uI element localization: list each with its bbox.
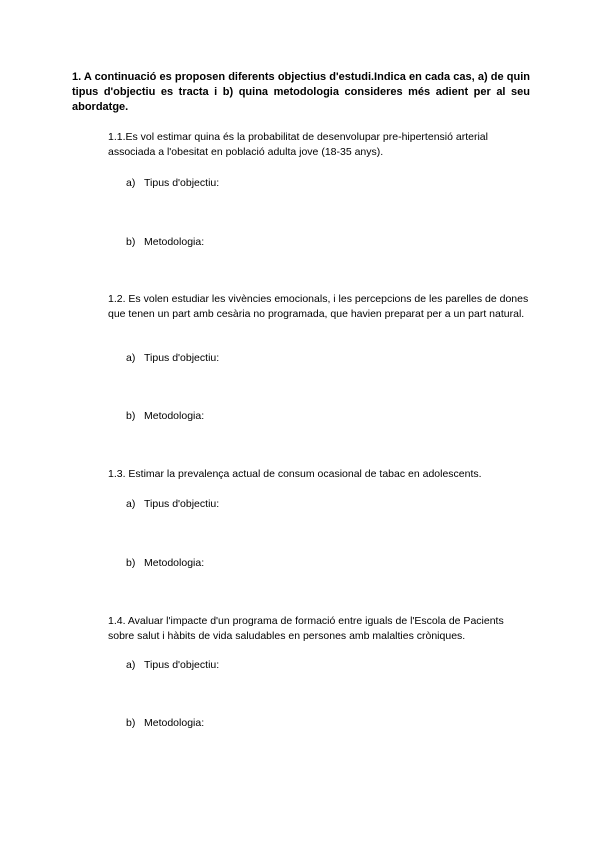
objective-type-label: Tipus d'objectiu: <box>144 498 220 510</box>
part-b-marker: b) <box>126 557 136 569</box>
objective-type-label: Tipus d'objectiu: <box>144 352 220 364</box>
question-3-text: 1.3. Estimar la prevalença actual de consum ocasional de tabac en adolescents. <box>108 468 482 480</box>
methodology-label: Metodologia: <box>144 557 205 569</box>
question-2-part-b <box>126 409 204 423</box>
question-1-text: 1.1.Es vol estimar quina és la probabilitat de desenvolupar pre-hipertensió arterial associada a l'obesitat en població adulta jove (18-35 anys). <box>108 131 488 158</box>
objective-type-label: Tipus d'objectiu: <box>144 659 220 671</box>
part-a-marker: a) <box>126 659 136 671</box>
question-3-part-b <box>126 556 204 570</box>
question-2-part-a <box>126 351 219 365</box>
question-1-part-b <box>126 235 204 249</box>
question-1-part-a <box>126 176 219 190</box>
objective-type-label: Tipus d'objectiu: <box>144 177 220 189</box>
question-3-part-a <box>126 497 219 511</box>
exercise-heading: 1. A continuació es proposen diferents objectius d'estudi.Indica en cada cas, a) de quin tipus d'objectiu es tracta i b) quina metodologia consideres més adient per al seu abordatge. <box>72 71 530 113</box>
question-4-part-a <box>126 658 219 672</box>
part-b-marker: b) <box>126 236 136 248</box>
question-2-text: 1.2. Es volen estudiar les vivències emocionals, i les percepcions de les parelles de dones que tenen un part amb cesària no programada, que havien preparat per a un part natural. <box>108 293 529 320</box>
methodology-label: Metodologia: <box>144 410 205 422</box>
part-b-marker: b) <box>126 410 136 422</box>
part-a-marker: a) <box>126 352 136 364</box>
part-b-marker: b) <box>126 717 136 729</box>
part-a-marker: a) <box>126 177 136 189</box>
methodology-label: Metodologia: <box>144 236 205 248</box>
question-4-part-b <box>126 716 204 730</box>
question-4-text: 1.4. Avaluar l'impacte d'un programa de formació entre iguals de l'Escola de Pacients sobre salut i hàbits de vida saludables en persones amb malalties cròniques. <box>108 615 504 642</box>
methodology-label: Metodologia: <box>144 717 205 729</box>
part-a-marker: a) <box>126 498 136 510</box>
